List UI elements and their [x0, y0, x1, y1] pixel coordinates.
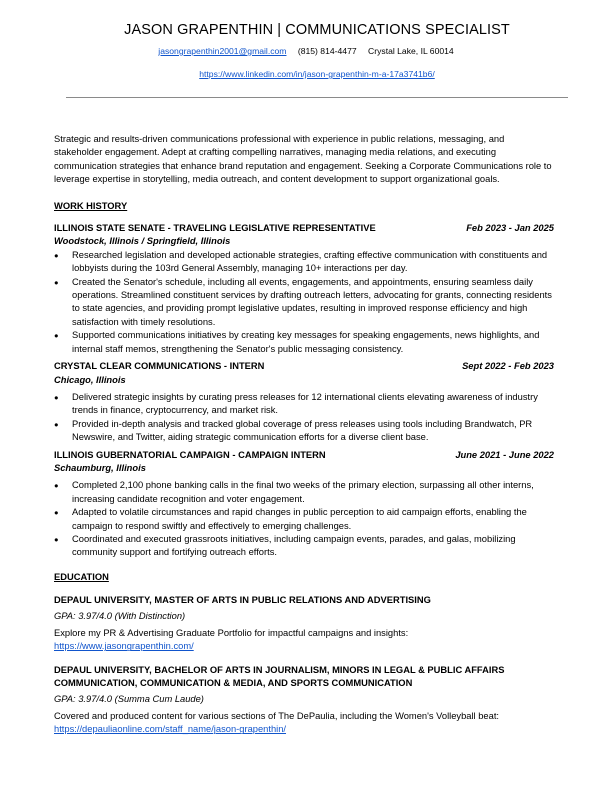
job-dates: Sept 2022 - Feb 2023: [462, 361, 554, 372]
work-history-heading: WORK HISTORY: [54, 200, 128, 211]
depaulia-link[interactable]: https://depauliaonline.com/staff_name/jason-grapenthin/: [54, 724, 287, 735]
degree-title: DEPAUL UNIVERSITY, BACHELOR OF ARTS IN JOURNALISM, MINORS IN LEGAL & PUBLIC AFFAIRS COMMUNICATION, COMMUNICATION & MEDIA, AND SPORTS COMMUNICATION: [54, 664, 505, 689]
education-entry: [54, 594, 554, 654]
job-title: ILLINOIS GUBERNATORIAL CAMPAIGN - CAMPAIGN INTERN: [54, 449, 326, 460]
job-header: [54, 222, 554, 235]
job-bullets: [54, 479, 554, 559]
job-location: Chicago, Illinois: [54, 374, 126, 385]
education-entry: [54, 664, 554, 737]
bullet-item: ● Adapted to volatile circumstances and rapid changes in public perception to aid campaign efforts, enabling the campaign to respond swiftly and effectively to emerging challenges.: [54, 506, 554, 533]
bullet-item: ● Coordinated and executed grassroots initiatives, including campaign events, parades, and galas, mobilizing community support and fortifying outreach efforts.: [54, 533, 554, 560]
education-heading: EDUCATION: [54, 571, 109, 582]
job-title: CRYSTAL CLEAR COMMUNICATIONS - INTERN: [54, 361, 265, 372]
job-location: Schaumburg, Illinois: [54, 462, 146, 473]
job-header: [54, 449, 554, 462]
job-entry: [54, 449, 554, 560]
job-dates: Feb 2023 - Jan 2025: [466, 223, 554, 234]
gpa-text: GPA: 3.97/4.0 (Summa Cum Laude): [54, 693, 204, 704]
phone-number: (815) 814-4477: [297, 46, 357, 56]
gpa-text: GPA: 3.97/4.0 (With Distinction): [54, 610, 186, 621]
degree-title: DEPAUL UNIVERSITY, MASTER OF ARTS IN PUBLIC RELATIONS AND ADVERTISING: [54, 595, 431, 606]
email-link[interactable]: jasongrapenthin2001@gmail.com: [158, 46, 287, 56]
bullet-item: ● Completed 2,100 phone banking calls in the final two weeks of the primary election, surpassing all other interns, increasing candidate recognition and voter engagement.: [54, 479, 554, 506]
bullet-item: ● Researched legislation and developed actionable strategies, crafting effective communication with constituents and lobbyists during the 103rd General Assembly, managing 10+ interactions per day.: [54, 249, 554, 276]
job-location: Woodstock, Illinois / Springfield, Illinois: [54, 236, 231, 247]
header-divider: [66, 97, 568, 98]
job-header: [54, 360, 554, 373]
location-text: Crystal Lake, IL 60014: [368, 46, 454, 56]
linkedin-link[interactable]: https://www.linkedin.com/in/jason-grapenthin-m-a-17a3741b6/: [199, 69, 435, 79]
name-title-heading: JASON GRAPENTHIN | COMMUNICATIONS SPECIALIST: [124, 22, 510, 38]
professional-summary: Strategic and results-driven communications professional with experience in public relations, messaging, and stakeholder engagement. Adept at crafting compelling narratives, managing media relations, and executing communication strategies that enhance brand reputation and engagement. Seeking a Corporate Communications role to leverage expertise in storytelling, media outreach, and content development to support organizational goals.: [54, 134, 552, 185]
bullet-item: ● Supported communications initiatives by creating key messages for speaking engagements, news highlights, and internal staff memos, strengthening the Senator's public messaging consistency.: [54, 329, 554, 356]
contact-line: [0, 46, 612, 56]
resume-body: [54, 133, 554, 737]
job-bullets: [54, 249, 554, 356]
job-title: ILLINOIS STATE SENATE - TRAVELING LEGISLATIVE REPRESENTATIVE: [54, 223, 376, 234]
job-entry: [54, 222, 554, 356]
linkedin-line: [0, 69, 612, 79]
portfolio-text: Explore my PR & Advertising Graduate Portfolio for impactful campaigns and insights:: [54, 628, 409, 638]
job-bullets: [54, 391, 554, 445]
job-entry: [54, 360, 554, 444]
job-dates: June 2021 - June 2022: [455, 449, 554, 460]
bullet-item: ● Delivered strategic insights by curating press releases for 12 international clients elevating awareness of industry trends in finance, cryptocurrency, and market risk.: [54, 391, 554, 418]
portfolio-link[interactable]: https://www.jasongrapenthin.com/: [54, 641, 194, 652]
bullet-item: ● Created the Senator's schedule, including all events, engagements, and appointments, ensuring seamless daily operations. Streamlined constituent services by drafting outreach letters, advocating for grants, connecting residents to state agencies, and providing prompt legislative updates, resulting in improved response efficiency and high satisfaction with timely resolutions.: [54, 276, 554, 330]
depaulia-text: Covered and produced content for various sections of The DePaulia, including the Women's Volleyball beat:: [54, 711, 500, 722]
bullet-item: ● Provided in-depth analysis and tracked global coverage of press releases using tools including Brandwatch, PR Newswire, and Twitter, aiding strategic communication efforts for a diverse client base.: [54, 418, 554, 445]
